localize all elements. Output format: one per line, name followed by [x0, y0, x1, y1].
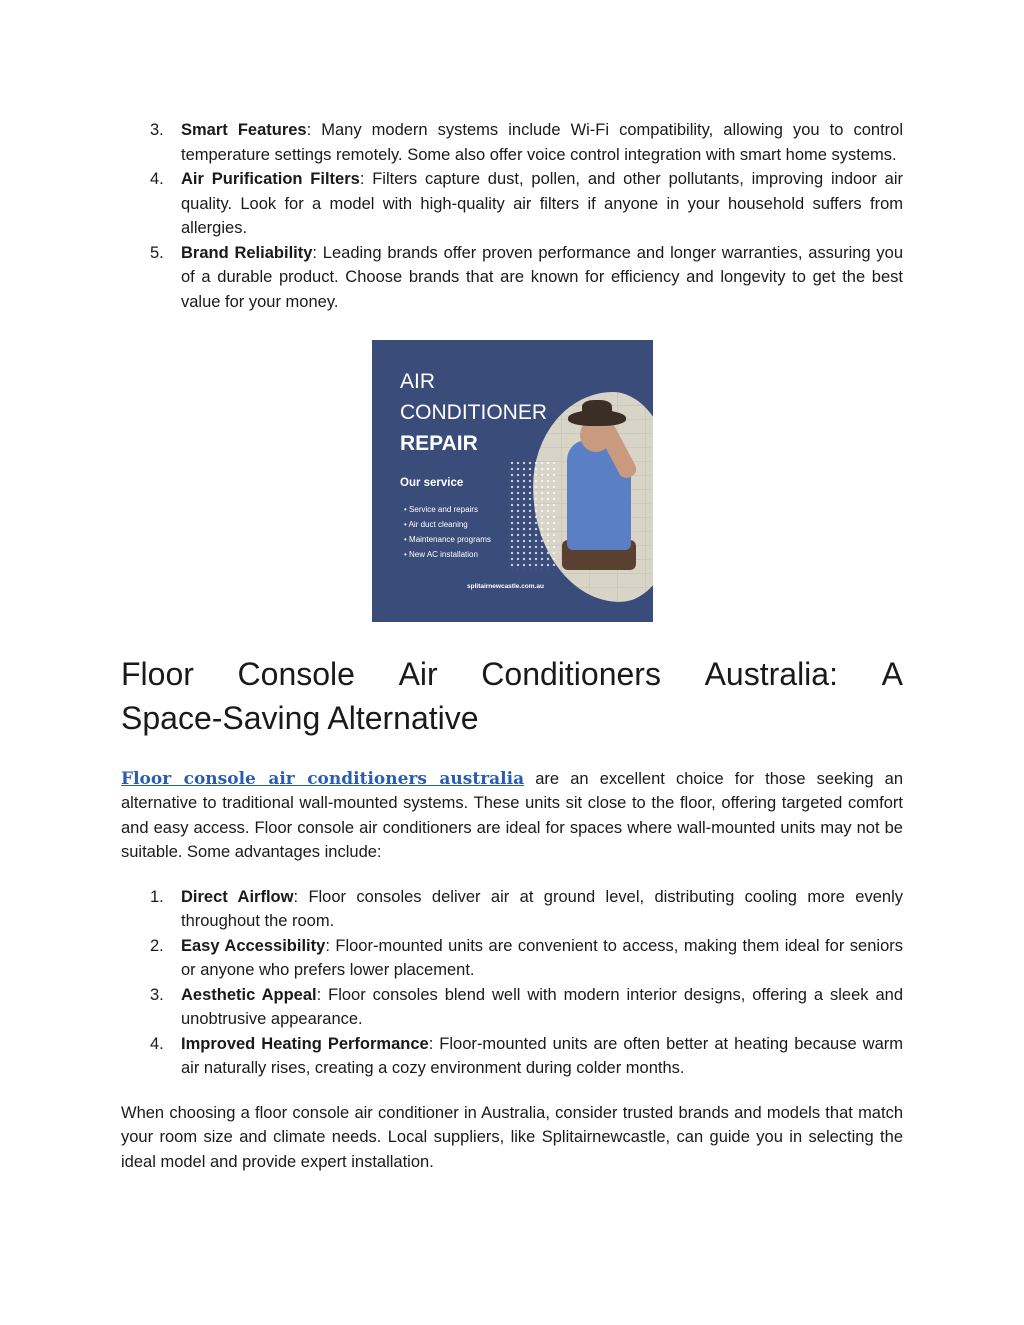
ac-repair-image	[372, 340, 653, 622]
list-item-text: : Floor consoles deliver air at ground level, distributing cooling more evenly throughout the room.	[181, 887, 903, 931]
list-number: 4.	[150, 1034, 164, 1053]
section-heading	[121, 652, 903, 740]
list-item-term: Direct Airflow	[181, 887, 294, 906]
list-item-term: Brand Reliability	[181, 243, 313, 262]
list-item	[121, 885, 903, 934]
list-item-text: : Filters capture dust, pollen, and other pollutants, improving indoor air quality. Look for a model with high-quality air filters if anyone in your household suffers from allergies.	[181, 170, 903, 237]
heading-word: A	[881, 656, 903, 692]
heading-word: Australia:	[704, 656, 838, 692]
list-number: 1.	[150, 887, 164, 906]
worker-hat-crown	[582, 400, 612, 416]
image-subtitle: Our service	[400, 477, 464, 489]
list-item	[121, 167, 903, 241]
image-service-item: • Service and repairs	[404, 502, 491, 517]
image-service-item: • New AC installation	[404, 547, 491, 562]
list-item	[121, 1032, 903, 1081]
list-item-term: Improved Heating Performance	[181, 1034, 429, 1053]
intro-text: are an excellent choice for those seeking an alternative to traditional wall-mounted systems. These units sit close to the floor, offering targeted comfort and easy access. Floor console air conditioners are ideal for spaces where wall-mounted units may not be suitable. Some advantages include:	[121, 769, 903, 862]
list-number: 3.	[150, 985, 164, 1004]
list-number: 2.	[150, 936, 164, 955]
list-number: 4.	[150, 170, 164, 188]
closing-paragraph: When choosing a floor console air conditioner in Australia, consider trusted brands and models that match your room size and climate needs. Local suppliers, like Splitairnewcastle, can guide you in selecting the ideal model and provide expert installation.	[121, 1103, 903, 1171]
figure-container	[121, 340, 903, 622]
image-title-line1: AIR	[400, 370, 436, 393]
list-item	[121, 241, 903, 315]
advantages-list	[121, 885, 903, 1081]
list-item	[121, 983, 903, 1032]
image-url: splitairnewcastle.com.au	[467, 583, 544, 590]
image-service-item: • Air duct cleaning	[404, 517, 491, 532]
list-item-term: Easy Accessibility	[181, 936, 326, 955]
intro-paragraph	[121, 767, 903, 865]
list-number: 5.	[150, 243, 164, 262]
list-item-term: Aesthetic Appeal	[181, 985, 317, 1004]
list-item-term: Air Purification Filters	[181, 170, 360, 188]
list-item-text: : Floor consoles blend well with modern interior designs, offering a sleek and unobtrusive appearance.	[181, 985, 903, 1029]
heading-line1	[121, 652, 903, 696]
image-title-line2: CONDITIONER	[400, 401, 547, 424]
list-item-text: : Many modern systems include Wi-Fi compatibility, allowing you to control temperature settings remotely. Some also offer voice control integration with smart home systems.	[181, 121, 903, 164]
features-list	[121, 118, 903, 314]
image-service-item: • Maintenance programs	[404, 532, 491, 547]
document-page	[121, 118, 903, 1191]
list-number: 3.	[150, 121, 164, 139]
image-title	[400, 366, 547, 459]
list-item	[121, 118, 903, 167]
list-item-term: Smart Features	[181, 121, 307, 139]
dot-grid-decoration	[509, 460, 559, 570]
list-item-text: : Floor-mounted units are often better at heating because warm air naturally rises, creating a cozy environment during colder months.	[181, 1034, 903, 1078]
heading-line2: Space-Saving Alternative	[121, 700, 479, 736]
floor-console-link[interactable]: Floor console air conditioners australia	[121, 768, 525, 789]
heading-word: Floor	[121, 656, 194, 692]
heading-word: Air	[398, 656, 438, 692]
heading-word: Console	[237, 656, 355, 692]
image-title-line3: REPAIR	[400, 432, 478, 455]
image-services-list	[404, 502, 491, 562]
list-item	[121, 934, 903, 983]
list-item-text: : Floor-mounted units are convenient to access, making them ideal for seniors or anyone who prefers lower placement.	[181, 936, 903, 980]
list-item-text: : Leading brands offer proven performance and longer warranties, assuring you of a durable product. Choose brands that are known for efficiency and longevity to get the best value for your money.	[181, 243, 903, 311]
heading-word: Conditioners	[481, 656, 661, 692]
